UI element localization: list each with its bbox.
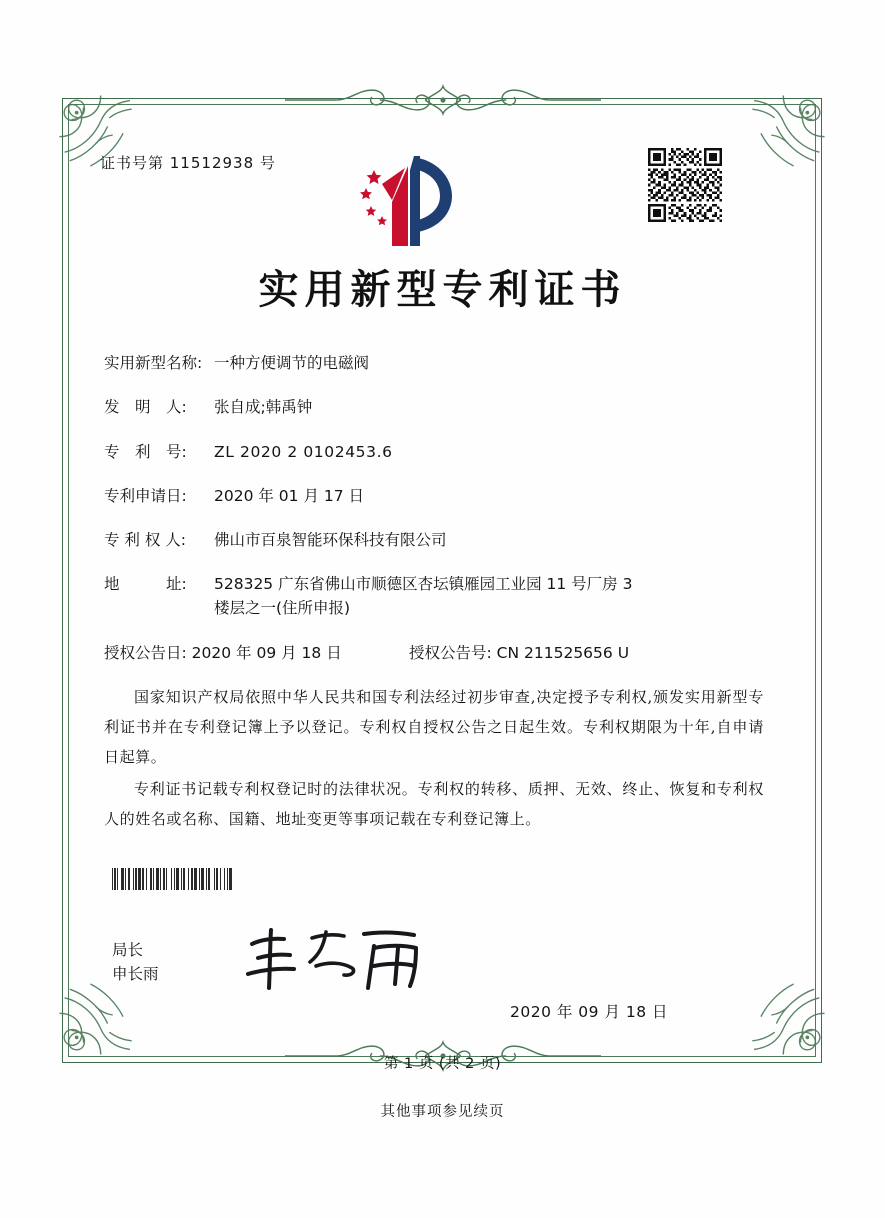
certificate-number: 证书号第 11512938 号 (100, 154, 276, 172)
field-application-date (104, 485, 764, 508)
director-name-label: 申长雨 (112, 965, 159, 984)
grant-date-label: 授权公告日: (104, 643, 187, 662)
field-value-address (208, 573, 764, 620)
field-address (104, 573, 764, 620)
qr-code-icon (648, 148, 722, 222)
grant-number-label: 授权公告号: (409, 643, 492, 662)
field-label: 专 利 权 人: (104, 531, 187, 549)
legal-paragraph-2: 专利证书记载专利权登记时的法律状况。专利权的转移、质押、无效、终止、恢复和专利权人的姓名或名称、国籍、地址变更等事项记载在专利登记簿上。 (104, 780, 764, 828)
address-line-2: 楼层之一(住所申报) (214, 598, 351, 617)
field-value: ZL 2020 2 0102453.6 (214, 442, 393, 461)
page-number: 第 1 页 (共 2 页) (383, 1056, 502, 1072)
footnote: 其他事项参见续页 (380, 1104, 505, 1120)
corner-ornament-icon (742, 972, 828, 1058)
handwritten-signature-icon (238, 918, 438, 998)
field-utility-model-name (104, 352, 764, 375)
legal-text (104, 682, 764, 836)
director-role-label: 局长 (112, 941, 144, 959)
field-label: 发 明 人: (104, 398, 187, 417)
field-value: 佛山市百泉智能环保科技有限公司 (214, 531, 447, 549)
signature-labels (112, 938, 159, 986)
field-value: 一种方便调节的电磁阀 (214, 354, 370, 372)
cnipa-patent-logo-icon (352, 150, 462, 250)
top-ornament-icon (285, 82, 601, 118)
field-value: 张自成;韩禹钟 (214, 398, 313, 417)
patent-barcode (112, 868, 326, 890)
grant-date-value: 2020 年 09 月 18 日 (191, 643, 342, 662)
field-label: 专 利 号: (104, 442, 187, 461)
issue-date: 2020 年 09 月 18 日 (510, 1003, 669, 1021)
certificate-fields (104, 352, 764, 681)
grant-date (104, 641, 409, 663)
field-inventor (104, 396, 764, 419)
grant-number-value: CN 211525656 U (496, 643, 630, 662)
legal-paragraph-1: 国家知识产权局依照中华人民共和国专利法经过初步审查,决定授予专利权,颁发实用新型专利证书并在专利登记簿上予以登记。专利权自授权公告之日起生效。专利权期限为十年,自申请日起算。 (104, 688, 764, 766)
grant-number (409, 641, 629, 663)
page-title: 实用新型专利证书 (258, 266, 627, 313)
field-value: 2020 年 01 月 17 日 (214, 486, 365, 505)
field-label: 实用新型名称: (104, 354, 203, 372)
field-label: 专利申请日: (104, 486, 187, 505)
field-grant-row (104, 641, 764, 663)
field-label: 地 址: (104, 575, 187, 594)
corner-ornament-icon (742, 92, 828, 178)
field-patentee (104, 529, 764, 552)
address-line-1: 528325 广东省佛山市顺德区杏坛镇雁园工业园 11 号厂房 3 (214, 575, 633, 594)
field-patent-number (104, 441, 764, 464)
barcode-bar (232, 868, 234, 890)
